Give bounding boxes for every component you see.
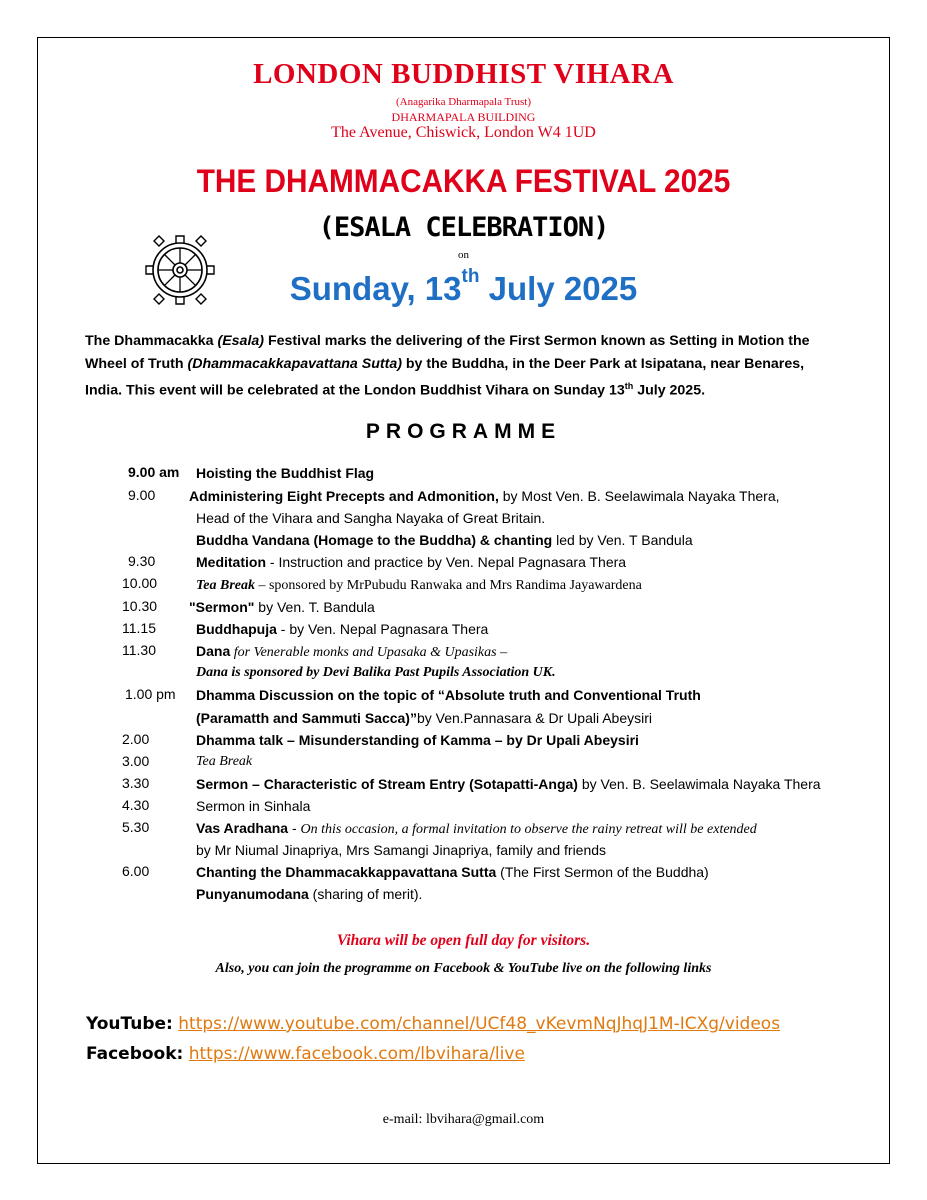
item-text: - [288, 820, 301, 836]
youtube-link[interactable]: https://www.youtube.com/channel/UCf48_vKevmNqJhqJ1M-ICXg/videos [178, 1014, 781, 1034]
date-suffix: July 2025 [479, 270, 638, 307]
time-slot: 9.00 [128, 487, 156, 503]
date-sup: th [461, 266, 480, 287]
item-bold: Buddha Vandana (Homage to the Buddha) & chanting [196, 532, 553, 548]
item-text: by Ven.Pannasara & Dr Upali Abeysiri [416, 710, 652, 726]
intro-sup: th [624, 381, 634, 391]
item-text: by Ven. B. Seelawimala Nayaka Thera [577, 776, 821, 792]
programme-heading: PROGRAMME [365, 420, 562, 443]
intro-text-4: July 2025. [633, 382, 706, 399]
programme-item-cont [196, 885, 422, 903]
on-word: on [458, 249, 469, 261]
time-slot: 4.30 [122, 797, 150, 813]
time-slot: 11.30 [122, 642, 156, 658]
item-bold: Punyanumodana [196, 886, 309, 902]
facebook-row [86, 1044, 525, 1064]
programme-item [189, 598, 375, 616]
programme-item [196, 819, 757, 839]
time-slot: 6.00 [122, 863, 150, 879]
time-slot: 1.00 pm [125, 686, 176, 702]
time-slot: 9.30 [128, 553, 156, 569]
intro-italic-2: (Dhammacakkapavattana Sutta) [187, 355, 402, 372]
programme-item [196, 642, 507, 662]
date-prefix: Sunday, 13 [289, 270, 462, 307]
time-slot: 2.00 [122, 731, 150, 747]
programme-item: Dhamma talk – Misunderstanding of Kamma – by Dr Upali Abeysiri [196, 732, 639, 748]
page-border [37, 37, 890, 1164]
intro-italic-1: (Esala) [217, 333, 265, 349]
item-bold: Administering Eight Precepts and Admonition, [189, 488, 499, 504]
programme-item [196, 553, 626, 571]
programme-item: Dhamma Discussion on the topic of “Absolute truth and Conventional Truth [196, 687, 701, 703]
item-bold: Sermon – Characteristic of Stream Entry (Sotapatti-Anga) [196, 776, 578, 792]
item-text: – sponsored by MrPubudu Ranwaka and Mrs Randima Jayawardena [254, 578, 642, 593]
item-bold: "Sermon" [189, 599, 255, 615]
programme-item: Tea Break [196, 754, 253, 769]
time-slot: 3.00 [122, 753, 150, 769]
intro-text-1: The Dhammacakka [85, 333, 218, 349]
programme-item [196, 775, 821, 793]
item-text: - by Ven. Nepal Pagnasara Thera [276, 621, 489, 637]
programme-item [189, 487, 780, 505]
org-building: DHARMAPALA BUILDING [391, 110, 536, 124]
programme-item [196, 531, 693, 549]
programme-item [196, 863, 709, 881]
time-slot: 9.00 am [128, 464, 180, 480]
intro-text-3: by the Buddha, in the Deer Park at Isipatana, near Benares, India. This event will be celebrated at the London Buddhist Vihara on Sunday 13 [85, 355, 805, 399]
item-text: by Ven. T. Bandula [254, 599, 375, 615]
programme-item [196, 575, 642, 595]
org-trust: (Anagarika Dharmapala Trust) [395, 96, 532, 108]
time-slot: 5.30 [122, 819, 150, 835]
item-italic: On this occasion, a formal invitation to observe the rainy retreat will be extended [300, 822, 757, 837]
item-bold: Meditation [196, 554, 266, 570]
programme-item-cont [196, 709, 652, 727]
time-slot: 10.00 [122, 575, 158, 591]
item-italic-bold: Tea Break [196, 578, 255, 593]
join-note-a: Also, [215, 961, 245, 976]
item-italic: for Venerable monks and Upasaka & Upasikas – [230, 645, 508, 660]
time-slot: 3.30 [122, 775, 150, 791]
item-bold: Chanting the Dhammacakkappavattana Sutta [196, 864, 497, 880]
programme-item: Sermon in Sinhala [196, 798, 311, 814]
visit-note: Vihara will be open full day for visitors. [336, 932, 591, 949]
item-bold: Vas Aradhana [196, 820, 289, 836]
org-name: LONDON BUDDHIST VIHARA [253, 58, 674, 90]
item-bold: (Paramatth and Sammuti Sacca)” [196, 710, 417, 726]
email-line: e-mail: lbvihara@gmail.com [382, 1112, 545, 1127]
item-bold: Buddhapuja [196, 621, 277, 637]
programme-item-cont: by Mr Niumal Jinapriya, Mrs Samangi Jinapriya, family and friends [196, 842, 607, 858]
festival-title: THE DHAMMACAKKA FESTIVAL 2025 [196, 163, 731, 199]
facebook-link[interactable]: https://www.facebook.com/lbvihara/live [188, 1044, 525, 1064]
item-text: by Most Ven. B. Seelawimala Nayaka Thera, [498, 488, 780, 504]
item-text: (sharing of merit). [308, 886, 423, 902]
join-note [0, 961, 927, 977]
programme-item [196, 620, 488, 638]
item-text: led by Ven. T Bandula [552, 532, 693, 548]
intro-text-2: Festival marks the delivering of the First Sermon known as Setting in Motion the Wheel of Truth [85, 333, 810, 372]
facebook-label: Facebook: [86, 1044, 184, 1064]
festival-subtitle: (ESALA CELEBRATION) [318, 212, 609, 243]
org-address: The Avenue, Chiswick, London W4 1UD [331, 124, 596, 141]
intro-paragraph [85, 330, 845, 402]
join-note-b: you can join the programme on Facebook & YouTube live on the following links [244, 961, 712, 976]
time-slot: 11.15 [122, 620, 156, 636]
youtube-row [86, 1014, 780, 1034]
dharma-wheel-icon [140, 230, 220, 310]
programme-item: Hoisting the Buddhist Flag [196, 465, 375, 481]
time-slot: 10.30 [122, 598, 158, 614]
programme-item-cont: Head of the Vihara and Sangha Nayaka of Great Britain. [196, 510, 546, 526]
item-bold: Dana [196, 643, 231, 659]
programme-item-cont: Dana is sponsored by Devi Balika Past Pupils Association UK. [196, 665, 556, 680]
item-text: (The First Sermon of the Buddha) [496, 864, 709, 880]
item-text: - Instruction and practice by Ven. Nepal Pagnasara Thera [266, 554, 627, 570]
youtube-label: YouTube: [86, 1014, 173, 1034]
